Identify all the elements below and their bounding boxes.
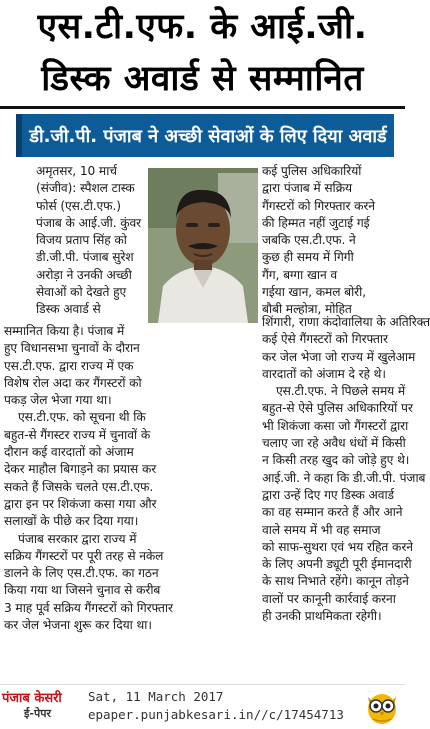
article-line: चलाए जा रहे अवैध धंधों में किसी (262, 436, 406, 451)
article-line: गैंगस्टरों को गिरफ्तार करने (262, 198, 375, 213)
article-line: न किसी तरह खुद को जोड़े हुए थे। (262, 453, 410, 468)
article-line: कर जेल भेजना शुरू कर दिया था। (4, 618, 152, 633)
article-line: डिस्क अवार्ड से (36, 302, 101, 317)
article-column-right (262, 314, 430, 625)
article-line: पंजाब के आई.जी. कुंवर (36, 215, 142, 230)
article-line: सकते हैं जिसके चलते एस.टी.एफ. (4, 479, 154, 494)
article-column-left-top (36, 163, 146, 319)
article-line: द्वारा इन पर शिकंजा कसा गया और (4, 496, 157, 511)
epaper-footer (0, 684, 405, 728)
owl-icon (365, 689, 399, 725)
article-line: ही उनकी प्राथमिकता रहेगी। (262, 609, 382, 624)
article-line: द्वारा उन्हें दिए गए डिस्क अवार्ड (262, 487, 394, 502)
headline-line-2: डिस्क अवार्ड से सम्मानित (41, 59, 364, 99)
punjab-kesari-logo[interactable] (2, 691, 76, 725)
article-line: पकड़ जेल भेजा गया था। (4, 393, 112, 408)
subheadline: डी.जी.पी. पंजाब ने अच्छी सेवाओं के लिए दिया अवार्ड (16, 114, 394, 157)
article-line: फोर्स (एस.टी.एफ.) (36, 198, 121, 213)
article-line: को साफ-सुथरा एवं भय रहित करने (262, 539, 413, 554)
article-line: विशेष रोल अदा कर गैंगस्टरों को (4, 375, 142, 390)
article-line: कुछ ही समय में गिगी (262, 250, 354, 265)
article-line: बहुत-से ऐसे पुलिस अधिकारियों पर (262, 401, 413, 416)
article-line: कई पुलिस अधिकारियों (262, 164, 362, 178)
article-line: सम्मानित किया है। पंजाब में (4, 324, 125, 338)
article-line: अमृतसर, 10 मार्च (36, 164, 117, 178)
article-column-left (4, 323, 258, 634)
article-line: 3 माह पूर्व सक्रिय गैंगस्टरों को गिरफ्तार (4, 600, 173, 615)
article-line: हुए विधानसभा चुनावों के दौरान (4, 341, 140, 356)
article-line: सेवाओं को देखते हुए (36, 285, 127, 300)
article-line: शिंगारी, राणा कंदोवालिया के अतिरिक्त (262, 315, 430, 329)
headline-divider (0, 106, 405, 109)
article-line: गैंग, बग्गा खान व (262, 267, 338, 282)
article-line: देकर माहौल बिगाड़ने का प्रयास कर (4, 462, 157, 477)
article-line: सलाखों के पीछे कर दिया गया। (4, 514, 139, 529)
article-line: किया गया था जिसने चुनाव से करीब (4, 583, 161, 598)
article-line: कई ऐसे गैंगस्टरों को गिरफ्तार (262, 332, 388, 347)
article-line: अरोड़ा ने उनकी अच्छी (36, 267, 132, 282)
portrait-illustration (148, 168, 258, 323)
article-line: सक्रिय गैंगस्टरों पर पूरी तरह से नकेल (4, 548, 164, 563)
logo-subtitle: ई-पेपर (24, 707, 51, 720)
article-line: आई.जी. ने कहा कि डी.जी.पी. पंजाब (262, 470, 426, 485)
article-line: का वह सम्मान करते हैं और आने (262, 505, 403, 520)
article-line: पंजाब सरकार द्वारा राज्य में (18, 531, 137, 546)
article-line: वालों पर कानूनी कार्रवाई करना (262, 591, 396, 606)
article-line: एस.टी.एफ. द्वारा राज्य में एक (4, 358, 134, 373)
edition-date: Sat, 11 March 2017 (88, 689, 224, 704)
article-line: द्वारा पंजाब में सक्रिय (262, 181, 352, 196)
article-line: जबकि एस.टी.एफ. ने (262, 233, 356, 248)
article-line: बहुत-से गैंगस्टर राज्य में चुनावों के (4, 427, 151, 442)
article-line: बौबी मल्होत्रा, मोहित (262, 302, 352, 317)
article-line: गईया खान, कमल बोरी, (262, 285, 366, 300)
article-line: एस.टी.एफ. को सूचना थी कि (18, 410, 146, 425)
article-line: की हिम्मत नहीं जुटाई गई (262, 215, 370, 230)
article-line: वारदातों को अंजाम दे रहे थे। (262, 366, 386, 381)
logo-title: पंजाब केसरी (2, 691, 62, 706)
article-line: (संजीव): स्पैशल टास्क (36, 181, 135, 196)
article-line: दौरान कई वारदातों को अंजाम (4, 445, 134, 460)
article-line: वाले समय में भी वह समाज (262, 522, 381, 537)
portrait-photo (148, 168, 258, 323)
article-line: विजय प्रताप सिंह को (36, 233, 127, 248)
article-line: डालने के लिए एस.टी.एफ. का गठन (4, 566, 159, 581)
article-line: भी शिकंजा कसा जो गैंगस्टरों द्वारा (262, 418, 409, 433)
headline-line-1: एस.टी.एफ. के आई.जी. (37, 7, 368, 47)
epaper-url[interactable]: epaper.punjabkesari.in//c/17454713 (88, 707, 344, 722)
article-line: एस.टी.एफ. ने पिछले समय में (276, 384, 406, 399)
article-line: डी.जी.पी. पंजाब सुरेश (36, 250, 134, 265)
article-column-right-top (262, 163, 401, 319)
article-line: कर जेल भेजा जो राज्य में खुलेआम (262, 349, 416, 364)
article-line: के साथ निभाते रहेंगे। कानून तोड़ने (262, 574, 409, 589)
article-line: के लिए अपनी ड्यूटी पूरी ईमानदारी (262, 557, 412, 572)
